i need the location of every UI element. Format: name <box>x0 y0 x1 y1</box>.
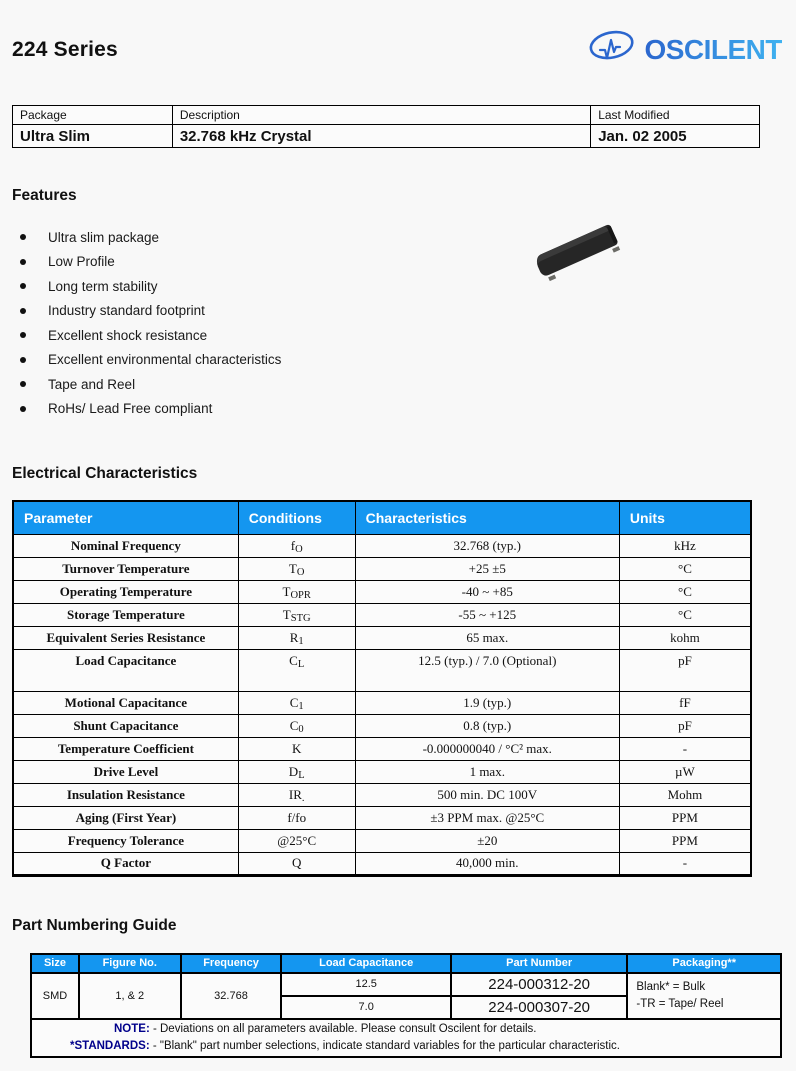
cond-base: T <box>288 560 297 576</box>
bullet-icon <box>20 259 26 265</box>
part-col-load-capacitance: Load Capacitance <box>281 954 451 973</box>
part-col-frequency: Frequency <box>181 954 282 973</box>
feature-text: Low Profile <box>48 254 115 270</box>
conditions-cell <box>238 534 355 557</box>
features-list <box>20 225 796 421</box>
parameter-cell: Shunt Capacitance <box>13 714 238 737</box>
characteristics-cell: ±20 <box>355 829 619 852</box>
features-heading: Features <box>12 187 77 204</box>
standards-line <box>36 1038 776 1055</box>
feature-text: Ultra slim package <box>48 229 160 245</box>
parameter-cell: Drive Level <box>13 760 238 783</box>
table-row <box>13 649 751 691</box>
parameter-cell: Frequency Tolerance <box>13 829 238 852</box>
info-value-row <box>13 125 760 148</box>
conditions-cell <box>238 806 355 829</box>
cond-base: R <box>289 629 299 645</box>
characteristics-cell: 0.8 (typ.) <box>355 714 619 737</box>
list-item <box>20 274 796 299</box>
part-number-cell: 224-000307-20 <box>451 996 627 1019</box>
cond-sub: . <box>301 793 305 804</box>
parameter-cell: Motional Capacitance <box>13 691 238 714</box>
bullet-icon <box>20 308 26 314</box>
bullet-icon <box>20 406 26 412</box>
characteristics-cell: 40,000 min. <box>355 852 619 875</box>
cond-base: C <box>289 652 298 668</box>
info-header-package: Package <box>13 106 173 125</box>
list-item <box>20 250 796 275</box>
units-cell: pF <box>619 714 751 737</box>
frequency-cell: 32.768 <box>181 973 282 1019</box>
elec-header-row <box>13 501 751 534</box>
bullet-icon <box>20 381 26 387</box>
part-col-figure-no: Figure No. <box>79 954 181 973</box>
table-row <box>13 603 751 626</box>
units-cell: kHz <box>619 534 751 557</box>
note-label: NOTE: <box>114 1022 150 1035</box>
part-header-row <box>31 954 781 973</box>
units-cell: fF <box>619 691 751 714</box>
page-header <box>0 0 796 73</box>
electrical-characteristics-table <box>12 500 752 877</box>
feature-text: Long term stability <box>48 278 158 294</box>
units-cell: PPM <box>619 829 751 852</box>
table-row <box>13 691 751 714</box>
part-number-cell: 224-000312-20 <box>451 973 627 996</box>
feature-text: RoHs/ Lead Free compliant <box>48 401 213 417</box>
table-row <box>13 737 751 760</box>
characteristics-cell: -55 ~ +125 <box>355 603 619 626</box>
units-cell: Mohm <box>619 783 751 806</box>
parameter-cell: Temperature Coefficient <box>13 737 238 760</box>
info-header-description: Description <box>172 106 590 125</box>
standards-label: *STANDARDS: <box>70 1039 150 1052</box>
conditions-cell <box>238 626 355 649</box>
list-item <box>20 348 796 373</box>
units-cell: °C <box>619 557 751 580</box>
conditions-cell <box>238 603 355 626</box>
info-value-description: 32.768 kHz Crystal <box>172 125 590 148</box>
conditions-cell <box>238 829 355 852</box>
cond-base: IR <box>288 786 302 802</box>
part-col-packaging: Packaging** <box>627 954 781 973</box>
table-row <box>13 852 751 875</box>
cond-base: C <box>289 694 299 710</box>
elec-col-conditions: Conditions <box>238 501 355 534</box>
table-row <box>13 806 751 829</box>
size-cell: SMD <box>31 973 79 1019</box>
units-cell: µW <box>619 760 751 783</box>
units-cell: pF <box>619 649 751 691</box>
cond-base: @25°C <box>277 832 317 848</box>
table-row <box>13 534 751 557</box>
cond-sub: 1 <box>298 701 304 712</box>
info-header-row <box>13 106 760 125</box>
cond-sub: 1 <box>298 636 304 647</box>
cond-base: f/fo <box>287 809 307 825</box>
standards-text: - "Blank" part number selections, indicate standard variables for the particular characteristic. <box>149 1039 620 1052</box>
table-row <box>13 829 751 852</box>
cond-sub: O <box>295 544 303 555</box>
oscilent-logo-icon <box>586 26 638 73</box>
cond-sub: L <box>298 770 305 781</box>
crystal-package-photo <box>518 205 638 297</box>
characteristics-cell: 12.5 (typ.) / 7.0 (Optional) <box>355 649 619 691</box>
info-value-last-modified: Jan. 02 2005 <box>591 125 760 148</box>
table-row <box>13 557 751 580</box>
list-item <box>20 299 796 324</box>
part-numbering-table <box>30 953 782 1058</box>
parameter-cell: Insulation Resistance <box>13 783 238 806</box>
bullet-icon <box>20 234 26 240</box>
characteristics-cell: 32.768 (typ.) <box>355 534 619 557</box>
table-row <box>13 580 751 603</box>
characteristics-cell: 1 max. <box>355 760 619 783</box>
characteristics-cell: -40 ~ +85 <box>355 580 619 603</box>
conditions-cell <box>238 737 355 760</box>
notes-cell <box>31 1019 781 1057</box>
parameter-cell: Operating Temperature <box>13 580 238 603</box>
characteristics-cell: 65 max. <box>355 626 619 649</box>
parameter-cell: Turnover Temperature <box>13 557 238 580</box>
parameter-cell: Aging (First Year) <box>13 806 238 829</box>
part-col-part-number: Part Number <box>451 954 627 973</box>
characteristics-cell: ±3 PPM max. @25°C <box>355 806 619 829</box>
cond-base: Q <box>292 855 302 870</box>
units-cell: kohm <box>619 626 751 649</box>
table-row <box>13 714 751 737</box>
parameter-cell: Nominal Frequency <box>13 534 238 557</box>
load-capacitance-cell: 7.0 <box>281 996 451 1019</box>
cond-sub: O <box>296 567 305 578</box>
elec-col-parameter: Parameter <box>13 501 238 534</box>
part-col-size: Size <box>31 954 79 973</box>
conditions-cell <box>238 557 355 580</box>
feature-text: Excellent environmental characteristics <box>48 352 282 368</box>
units-cell: PPM <box>619 806 751 829</box>
table-row <box>31 973 781 996</box>
package-info-table <box>12 105 760 148</box>
parameter-cell: Storage Temperature <box>13 603 238 626</box>
oscilent-logo <box>586 26 782 73</box>
cond-base: C <box>289 717 299 733</box>
packaging-option-bulk: Blank* = Bulk <box>636 980 706 993</box>
units-cell: - <box>619 852 751 875</box>
characteristics-cell: +25 ±5 <box>355 557 619 580</box>
parameter-cell: Equivalent Series Resistance <box>13 626 238 649</box>
conditions-cell <box>238 691 355 714</box>
cond-base: K <box>292 740 302 756</box>
feature-text: Tape and Reel <box>48 376 136 392</box>
info-header-last-modified: Last Modified <box>591 106 760 125</box>
electrical-heading: Electrical Characteristics <box>12 465 198 482</box>
note-text: - Deviations on all parameters available. Please consult Oscilent for details. <box>149 1022 537 1035</box>
note-row <box>31 1019 781 1057</box>
page-title: 224 Series <box>12 37 118 61</box>
figure-no-cell: 1, & 2 <box>79 973 181 1019</box>
info-value-package: Ultra Slim <box>13 125 173 148</box>
list-item <box>20 397 796 422</box>
parameter-cell: Load Capacitance <box>13 649 238 691</box>
conditions-cell <box>238 783 355 806</box>
bullet-icon <box>20 332 26 338</box>
units-cell: - <box>619 737 751 760</box>
cond-base: T <box>282 606 291 622</box>
characteristics-cell: -0.000000040 / °C² max. <box>355 737 619 760</box>
load-capacitance-cell: 12.5 <box>281 973 451 996</box>
conditions-cell <box>238 852 355 875</box>
bullet-icon <box>20 357 26 363</box>
list-item <box>20 323 796 348</box>
oscilent-logo-text: OSCILENT <box>644 33 782 65</box>
list-item <box>20 225 796 250</box>
elec-col-characteristics: Characteristics <box>355 501 619 534</box>
cond-sub: 0 <box>298 724 304 735</box>
part-numbering-heading: Part Numbering Guide <box>12 916 177 934</box>
parameter-cell: Q Factor <box>13 852 238 875</box>
cond-base: D <box>288 763 299 779</box>
characteristics-cell: 500 min. DC 100V <box>355 783 619 806</box>
list-item <box>20 372 796 397</box>
units-cell: °C <box>619 580 751 603</box>
packaging-cell <box>627 973 781 1019</box>
feature-text: Industry standard footprint <box>48 303 205 319</box>
units-cell: °C <box>619 603 751 626</box>
table-row <box>13 783 751 806</box>
characteristics-cell: 1.9 (typ.) <box>355 691 619 714</box>
cond-sub: STG <box>290 613 311 624</box>
cond-sub: OPR <box>290 590 311 601</box>
conditions-cell <box>238 649 355 691</box>
table-row <box>13 626 751 649</box>
cond-sub: L <box>297 659 305 670</box>
conditions-cell <box>238 760 355 783</box>
note-line <box>36 1021 776 1038</box>
conditions-cell <box>238 714 355 737</box>
table-row <box>13 760 751 783</box>
cond-base: T <box>282 583 291 599</box>
cond-base: f <box>290 537 296 553</box>
bullet-icon <box>20 283 26 289</box>
elec-col-units: Units <box>619 501 751 534</box>
packaging-option-tape-reel: -TR = Tape/ Reel <box>636 997 724 1010</box>
feature-text: Excellent shock resistance <box>48 327 208 343</box>
conditions-cell <box>238 580 355 603</box>
